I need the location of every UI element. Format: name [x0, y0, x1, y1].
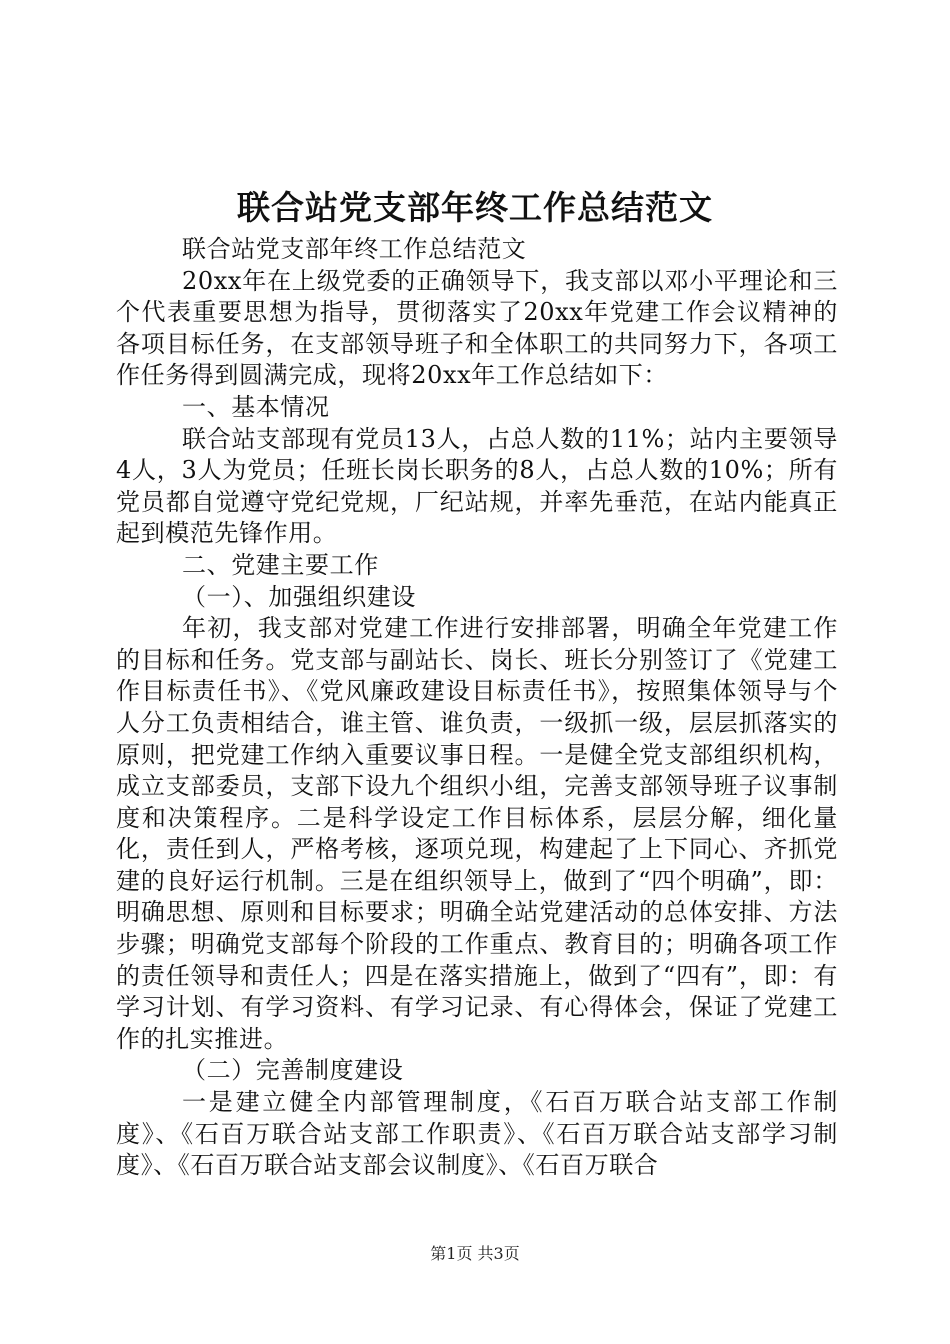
paragraph-subtitle: 联合站党支部年终工作总结范文: [182, 235, 527, 263]
paragraph-system: 一是建立健全内部管理制度，《石百万联合站支部工作制度》、《石百万联合站支部工作职责》、《石百万联合站支部学习制度》、《石百万联合站支部会议制度》、《石百万联合: [116, 1088, 838, 1180]
section-heading-main-work: 二、党建主要工作: [182, 550, 379, 579]
paragraph-basic-situation: 联合站支部现有党员13人，占总人数的11%；站内主要领导4人，3人为党员；任班长岗长职务的8人，占总人数的10%；所有党员都自觉遵守党纪党规，厂纪站规，并率先垂范，在站内能真正起到模范先锋作用。: [116, 424, 838, 548]
paragraph-intro: 20xx年在上级党委的正确领导下，我支部以邓小平理论和三个代表重要思想为指导，贯彻落实了20xx年党建工作会议精神的各项目标任务，在支部领导班子和全体职工的共同努力下，各项工作任务得到圆满完成，现将20xx年工作总结如下：: [116, 266, 838, 390]
subsection-heading-organization: （一）、加强组织建设: [182, 582, 416, 611]
page-footer: 第1页 共3页: [430, 1244, 520, 1263]
section-heading-basic: 一、基本情况: [182, 392, 330, 421]
paragraph-organization: 年初，我支部对党建工作进行安排部署，明确全年党建工作的目标和任务。党支部与副站长、岗长、班长分别签订了《党建工作目标责任书》、《党风廉政建设目标责任书》，按照集体领导与个人分工负责相结合，谁主管、谁负责，一级抓一级，层层抓落实的原则，把党建工作纳入重要议事日程。一是健全党支部组织机构，成立支部委员，支部下设九个组织小组，完善支部领导班子议事制度和决策程序。二是科学设定工作目标体系，层层分解，细化量化，责任到人，严格考核，逐项兑现，构建起了上下同心、齐抓党建的良好运行机制。三是在组织领导上，做到了“四个明确”，即：明确思想、原则和目标要求；明确全站党建活动的总体安排、方法步骤；明确党支部每个阶段的工作重点、教育目的；明确各项工作的责任领导和责任人；四是在落实措施上，做到了“四有”，即：有学习计划、有学习资料、有学习记录、有心得体会，保证了党建工作的扎实推进。: [116, 614, 838, 1053]
document-body: [116, 234, 838, 1182]
document-title: 联合站党支部年终工作总结范文: [237, 188, 713, 227]
subsection-heading-system: （二）完善制度建设: [182, 1056, 404, 1085]
